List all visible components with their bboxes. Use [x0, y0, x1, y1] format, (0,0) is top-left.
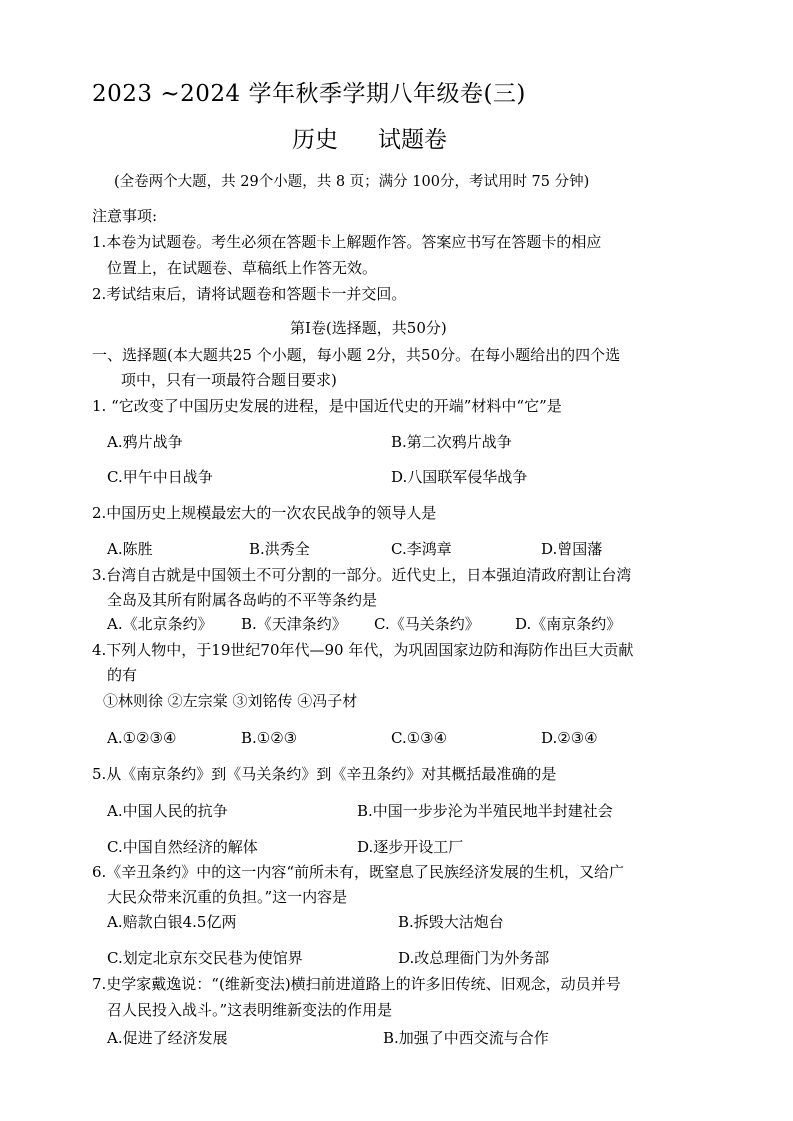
question-2: 2.中国历史上规模最宏大的一次农民战争的领导人是: [92, 504, 437, 522]
option-3a: A.《北京条约》: [107, 615, 213, 633]
question-7-cont: 召人民投入战斗。”这表明维新变法的作用是: [107, 1001, 393, 1019]
notice-item-1-cont: 位置上，在试题卷、草稿纸上作答无效。: [107, 259, 378, 277]
option-4c: C.①③④: [391, 729, 448, 747]
section-instruction: 一、选择题(本大题共25 个小题，每小题 2分，共50分。在每小题给出的四个选: [92, 346, 621, 364]
question-4-cont: 的有: [107, 666, 138, 684]
option-4d: D.②③④: [541, 729, 598, 747]
option-5a: A.中国人民的抗争: [107, 802, 228, 820]
subject-name: 历史: [292, 127, 338, 153]
option-7b: B.加强了中西交流与合作: [383, 1029, 549, 1047]
question-1: 1. “它改变了中国历史发展的进程，是中国近代史的开端”材料中“它”是: [92, 397, 562, 415]
option-4a: A.①②③④: [107, 729, 177, 747]
option-5b: B.中国一步步沦为半殖民地半封建社会: [357, 802, 613, 820]
option-4b: B.①②③: [241, 729, 298, 747]
question-6-cont: 大民众带来沉重的负担。”这一内容是: [107, 888, 348, 906]
option-5d: D.逐步开设工厂: [357, 838, 464, 856]
question-3: 3.台湾自古就是中国领土不可分割的一部分。近代史上，日本强迫清政府割让台湾: [92, 566, 632, 584]
option-2a: A.陈胜: [107, 540, 153, 558]
notice-item-1: 1.本卷为试题卷。考生必须在答题卡上解题作答。答案应书写在答题卡的相应: [92, 233, 602, 251]
option-6c: C.划定北京东交民巷为使馆界: [107, 949, 303, 967]
exam-subtitle: (全卷两个大题，共 29个小题，共 8 页；满分 100分，考试用时 75 分钟): [114, 174, 590, 190]
question-4: 4.下列人物中，于19世纪70年代—90 年代，为巩固国家边防和海防作出巨大贡献: [92, 641, 634, 659]
option-3b: B.《天津条约》: [241, 615, 347, 633]
option-1b: B.第二次鸦片战争: [391, 433, 512, 451]
option-7a: A.促进了经济发展: [107, 1029, 228, 1047]
option-2b: B.洪秀全: [249, 540, 310, 558]
option-6b: B.拆毁大沽炮台: [398, 913, 504, 931]
notice-heading: 注意事项:: [92, 207, 158, 225]
option-6d: D.改总理衙门为外务部: [398, 949, 550, 967]
exam-subject-title: [292, 126, 447, 154]
question-7: 7.史学家戴逸说：“(维新变法)横扫前进道路上的许多旧传统、旧观念，动员并号: [92, 975, 621, 993]
notice-item-2: 2.考试结束后，请将试题卷和答题卡一并交回。: [92, 285, 407, 303]
exam-title: 2023 ~2024 学年秋季学期八年级卷(三): [92, 81, 526, 107]
option-2d: D.曾国藩: [541, 540, 603, 558]
part-heading: 第Ⅰ卷(选择题，共50分): [290, 319, 447, 337]
option-1a: A.鸦片战争: [107, 433, 183, 451]
question-4-choices: ①林则徐 ②左宗棠 ③刘铭传 ④冯子材: [103, 692, 358, 710]
option-3c: C.《马关条约》: [374, 615, 480, 633]
question-3-cont: 全岛及其所有附属各岛屿的不平等条约是: [107, 591, 378, 609]
question-5: 5.从《南京条约》到《马关条约》到《辛丑条约》对其概括最准确的是: [92, 765, 557, 783]
option-1c: C.甲午中日战争: [107, 468, 213, 486]
option-5c: C.中国自然经济的解体: [107, 838, 258, 856]
paper-type: 试题卷: [378, 127, 447, 153]
option-1d: D.八国联军侵华战争: [391, 468, 528, 486]
option-6a: A.赔款白银4.5亿两: [107, 913, 237, 931]
option-2c: C.李鸿章: [391, 540, 452, 558]
option-3d: D.《南京条约》: [515, 615, 622, 633]
section-instruction-cont: 项中，只有一项最符合题目要求): [121, 371, 337, 389]
question-6: 6.《辛丑条约》中的这一内容“前所未有，既窒息了民族经济发展的生机，又给广: [92, 863, 624, 881]
